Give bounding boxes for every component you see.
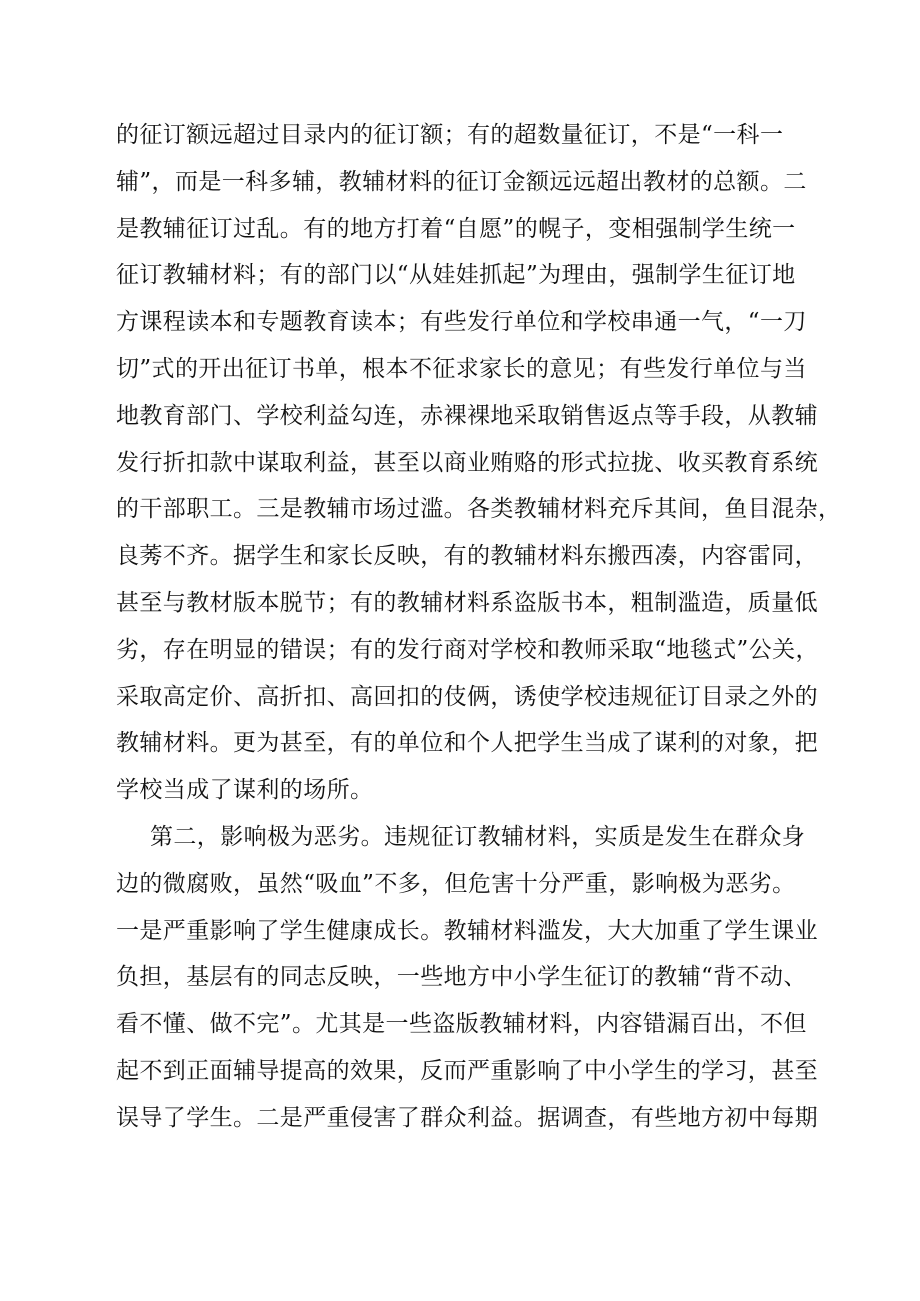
text-line: 的干部职工。三是教辅市场过滥。各类教辅材料充斥其间，鱼目混杂， <box>116 496 842 523</box>
text-line: 劣，存在明显的错误；有的发行商对学校和教师采取“地毯式”公关， <box>116 636 819 663</box>
text-line: 是教辅征订过乱。有的地方打着“自愿”的幌子，变相强制学生统一 <box>116 215 796 242</box>
paragraph-first-line: 第二，影响极为恶劣。违规征订教辅材料，实质是发生在群众身 <box>150 823 806 850</box>
text-line: 采取高定价、高折扣、高回扣的伎俩，诱使学校违规征订目录之外的 <box>116 683 818 710</box>
text-line: 学校当成了谋利的场所。 <box>116 777 374 804</box>
text-line: 甚至与教材版本脱节；有的教辅材料系盗版书本，粗制滥造，质量低 <box>116 589 818 616</box>
text-line: 发行折扣款中谋取利益，甚至以商业贿赂的形式拉拢、收买教育系统 <box>116 449 818 476</box>
text-line: 的征订额远超过目录内的征订额；有的超数量征订，不是“一科一 <box>116 122 784 148</box>
body-text <box>116 112 842 1142</box>
text-line: 征订教辅材料；有的部门以“从娃娃抓起”为理由，强制学生征订地 <box>116 262 796 289</box>
text-line: 看不懂、做不完”。尤其是一些盗版教辅材料，内容错漏百出，不但 <box>116 1011 807 1038</box>
text-line: 误导了学生。二是严重侵害了群众利益。据调查，有些地方初中每期 <box>116 1104 818 1131</box>
text-line: 地教育部门、学校利益勾连，赤裸裸地采取销售返点等手段，从教辅 <box>116 402 818 429</box>
text-line: 教辅材料。更为甚至，有的单位和个人把学生当成了谋利的对象，把 <box>116 730 818 757</box>
text-line: 负担，基层有的同志反映，一些地方中小学生征订的教辅“背不动、 <box>116 964 807 991</box>
text-line: 起不到正面辅导提高的效果，反而严重影响了中小学生的学习，甚至 <box>116 1057 818 1084</box>
text-line: 辅”，而是一科多辅，教辅材料的征订金额远远超出教材的总额。二 <box>116 168 807 195</box>
text-line: 方课程读本和专题教育读本；有些发行单位和学校串通一气，“一刀 <box>116 309 807 336</box>
text-line: 良莠不齐。据学生和家长反映，有的教辅材料东搬西凑，内容雷同， <box>116 543 818 570</box>
text-line: 一是严重影响了学生健康成长。教辅材料滥发，大大加重了学生课业 <box>116 917 818 944</box>
text-line: 切”式的开出征订书单，根本不征求家长的意见；有些发行单位与当 <box>116 355 807 382</box>
text-line: 边的微腐败，虽然“吸血”不多，但危害十分严重，影响极为恶劣。 <box>116 870 796 897</box>
